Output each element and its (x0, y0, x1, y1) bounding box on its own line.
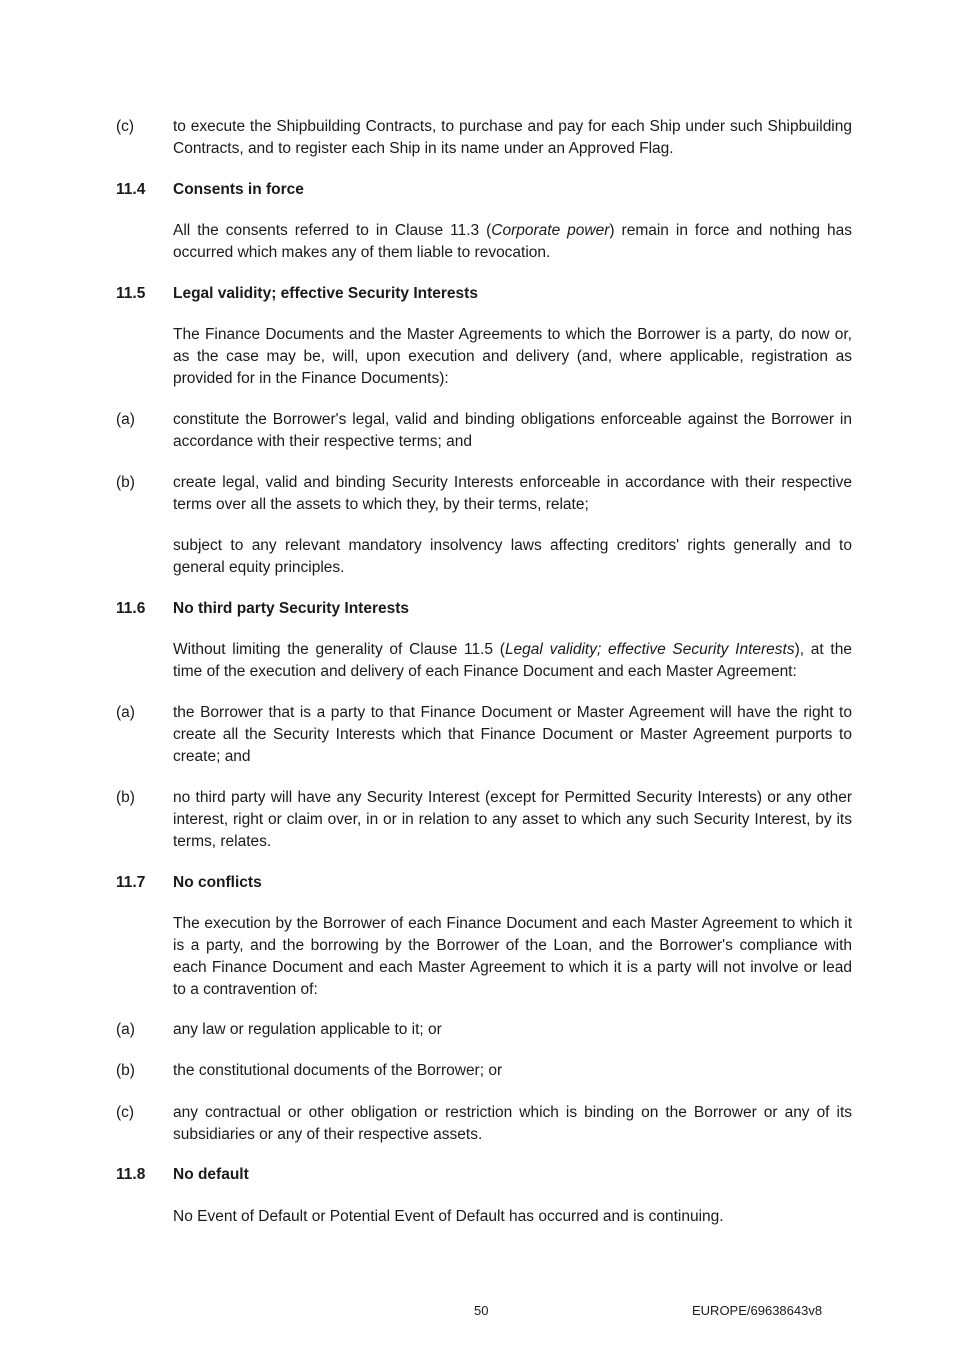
paragraph-11-4 (173, 220, 852, 264)
section-number: 11.7 (116, 874, 146, 891)
paragraph-11-6 (173, 639, 852, 683)
heading-11-7 (116, 872, 852, 894)
clause-11-6-item-b (116, 787, 852, 853)
item-label: (a) (116, 1021, 135, 1038)
paragraph-text-post: ), at the time of the execution and delivery of each Finance Document and each Master Agreement: (173, 641, 852, 680)
paragraph-11-5: The Finance Documents and the Master Agreements to which the Borrower is a party, do now or, as the case may be, will, upon execution and delivery (and, where applicable, registration as provided for in the Finance Documents): (173, 326, 852, 387)
page-number: 50 (474, 1303, 489, 1318)
document-reference: EUROPE/69638643v8 (692, 1303, 823, 1318)
clause-11-7-item-b (116, 1060, 852, 1082)
item-label: (c) (116, 1104, 135, 1121)
item-text: create legal, valid and binding Security Interests enforceable in accordance with their respective terms over all the assets to which they, by their terms, relate; (173, 474, 852, 513)
clause-11-7-item-c (116, 1102, 852, 1146)
clause-11-3-item-c (116, 116, 852, 160)
paragraph-11-8: No Event of Default or Potential Event of Default has occurred and is continuing. (173, 1208, 724, 1225)
item-text: the constitutional documents of the Borrower; or (173, 1062, 503, 1079)
clause-11-5-item-a (116, 409, 852, 453)
heading-11-5 (116, 283, 852, 305)
section-title: Legal validity; effective Security Interests (173, 285, 478, 302)
section-number: 11.4 (116, 181, 146, 198)
section-title: Consents in force (173, 181, 304, 198)
item-label: (b) (116, 474, 135, 491)
section-number: 11.5 (116, 285, 146, 302)
item-text: no third party will have any Security Interest (except for Permitted Security Interests) or any other interest, right or claim over, in or in relation to any asset to which any such Security Interest, by its terms, relates. (173, 789, 852, 850)
item-label: (c) (116, 118, 135, 135)
item-text: constitute the Borrower's legal, valid and binding obligations enforceable against the Borrower in accordance with their respective terms; and (173, 411, 852, 450)
section-title: No third party Security Interests (173, 600, 410, 617)
clause-11-7-item-a (116, 1019, 852, 1041)
paragraph-text-pre: All the consents referred to in Clause 11.3 ( (173, 222, 492, 239)
item-label: (a) (116, 704, 135, 721)
heading-11-6 (116, 598, 852, 620)
item-label: (a) (116, 411, 135, 428)
item-text: to execute the Shipbuilding Contracts, to purchase and pay for each Ship under such Shipbuilding Contracts, and to register each Ship in its name under an Approved Flag. (173, 118, 852, 157)
item-label: (b) (116, 789, 135, 806)
clause-reference: Corporate power (491, 222, 610, 239)
section-number: 11.8 (116, 1166, 146, 1183)
item-text: any contractual or other obligation or restriction which is binding on the Borrower or any of its subsidiaries or any of their respective assets. (173, 1104, 852, 1143)
paragraph-text-post: ) remain in force and nothing has occurred which makes any of them liable to revocation. (173, 222, 853, 261)
clause-11-6-item-a (116, 702, 852, 768)
section-title: No conflicts (173, 874, 262, 891)
clause-reference: Legal validity; effective Security Interests (504, 641, 795, 658)
paragraph-text-pre: Without limiting the generality of Clause 11.5 ( (173, 641, 505, 658)
item-text: any law or regulation applicable to it; or (173, 1021, 442, 1038)
item-label: (b) (116, 1062, 135, 1079)
clause-11-5-item-b (116, 472, 852, 516)
paragraph-11-7: The execution by the Borrower of each Finance Document and each Master Agreement to which it is a party, and the borrowing by the Borrower of the Loan, and the Borrower's compliance with each Finance Document and each Master Agreement to which it is a party will not involve or lead to a contravention of: (173, 915, 852, 998)
item-text: the Borrower that is a party to that Finance Document or Master Agreement will have the right to create all the Security Interests which that Finance Document or Master Agreement purports to create; and (173, 704, 852, 765)
heading-11-8 (116, 1164, 852, 1186)
section-title: No default (173, 1166, 249, 1183)
section-number: 11.6 (116, 600, 146, 617)
heading-11-4 (116, 179, 852, 201)
paragraph-11-5-tail: subject to any relevant mandatory insolvency laws affecting creditors' rights generally and to general equity principles. (173, 537, 852, 576)
